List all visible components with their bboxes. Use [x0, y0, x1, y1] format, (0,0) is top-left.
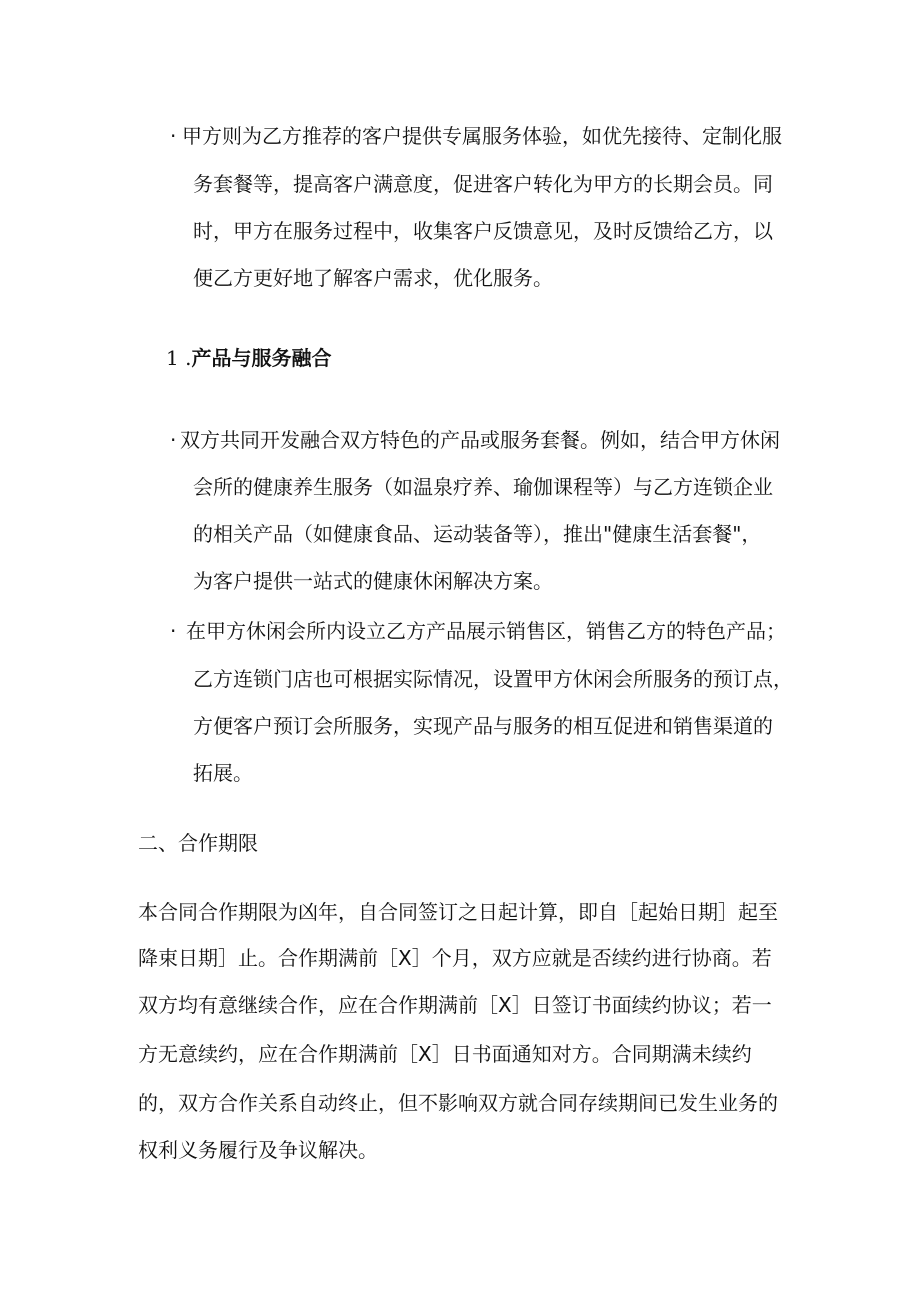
para2-line-4: 为客户提供一站式的健康休闲解决方案。: [193, 569, 553, 593]
bullet-mark: ·: [170, 428, 177, 452]
para3-line-4: 拓展。: [193, 761, 253, 785]
para2-line-1: 双方共同开发融合双方特色的产品或服务套餐。例如，结合甲方休闲: [180, 428, 780, 452]
para3-line-2: 乙方连锁门店也可根据实际情况，设置甲方休闲会所服务的预订点，: [193, 667, 793, 691]
para3-line-3: 方便客户预订会所服务，实现产品与服务的相互促进和销售渠道的: [193, 714, 773, 738]
para4-line-1: 本合同合作期限为凶年，自合同签订之日起计算，即自［起始日期］起至: [138, 900, 778, 924]
para3-line-1: 在甲方休闲会所内设立乙方产品展示销售区，销售乙方的特色产品；: [186, 619, 786, 643]
para1-line-1: 甲方则为乙方推荐的客户提供专属服务体验，如优先接待、定制化服: [182, 124, 782, 148]
para1-line-2: 务套餐等，提高客户满意度，促进客户转化为甲方的长期会员。同: [193, 172, 773, 196]
para4-line-5: 的，双方合作关系自动终止，但不影响双方就合同存续期间已发生业务的: [138, 1091, 778, 1115]
para2-line-2: 会所的健康养生服务（如温泉疗养、瑜伽课程等）与乙方连锁企业: [193, 475, 773, 499]
bullet-mark: ·: [170, 124, 177, 148]
heading-title: 产品与服务融合: [191, 346, 332, 370]
para2-line-3: 的相关产品（如健康食品、运动装备等），推出"健康生活套餐"，: [193, 522, 762, 546]
para4-line-3: 双方均有意继续合作，应在合作期满前［X］日签订书面续约协议；若一: [138, 993, 772, 1017]
para1-line-3: 时，甲方在服务过程中，收集客户反馈意见，及时反馈给乙方，以: [193, 219, 773, 243]
bullet-mark: ·: [170, 619, 177, 643]
subsection-heading: [166, 344, 331, 372]
section-heading: 二、合作期限: [138, 831, 258, 855]
para4-line-2: 降束日期］止。合作期满前［X］个月，双方应就是否续约进行协商。若: [138, 946, 772, 970]
para1-line-4: 便乙方更好地了解客户需求，优化服务。: [193, 266, 553, 290]
para4-line-4: 方无意续约，应在合作期满前［X］日书面通知对方。合同期满未续约: [138, 1042, 752, 1066]
heading-number: 1 .: [166, 346, 192, 370]
para4-line-6: 权利义务履行及争议解决。: [138, 1138, 378, 1162]
